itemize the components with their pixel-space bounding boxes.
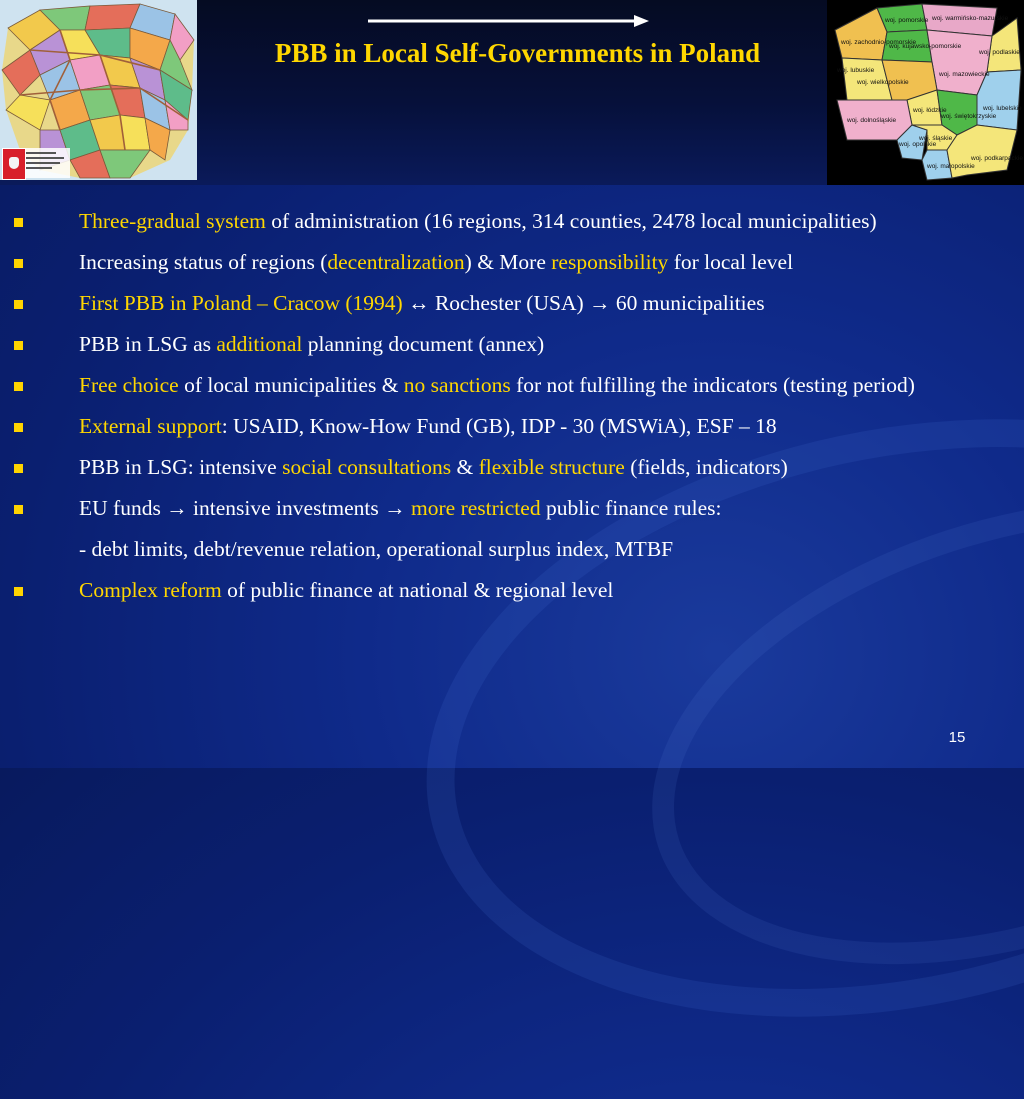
polish-emblem-icon [2,148,26,180]
bullet-item [0,369,1024,402]
bullet-marker-icon [14,505,23,514]
region-label: woj. śląskie [919,135,953,142]
region-label: woj. warmińsko-mazurskie [932,15,1009,22]
bullet-text [79,287,999,320]
bullet-item [0,533,1024,566]
region-label: woj. kujawsko-pomorskie [889,43,962,50]
region-label: woj. zachodnio-pomorskie [841,39,917,46]
text-phrase: PBB in LSG: intensive [79,455,283,479]
bullet-marker-icon [14,382,23,391]
bullet-text [79,492,999,525]
bullet-item [0,451,1024,484]
bullet-text [79,574,999,607]
text-phrase: : USAID, Know-How Fund (GB), IDP - 30 (MSWiA), ESF – 18 [221,414,777,438]
text-phrase: EU funds → intensive investments → [79,496,412,520]
bullet-text [79,410,999,443]
region-label: woj. pomorskie [885,17,929,24]
bullet-text [79,246,999,279]
highlighted-phrase: External support [79,414,222,438]
page-number: 15 [948,729,966,746]
bullet-marker-icon [14,464,23,473]
bullet-marker-icon [14,341,23,350]
region-label: woj. łódzkie [913,107,947,114]
text-phrase: public finance rules: [540,496,722,520]
text-phrase: for not fulfilling the indicators (testing period) [510,373,915,397]
slide-title: PBB in Local Self-Governments in Poland [274,38,761,68]
highlighted-phrase: more restricted [411,496,541,520]
text-phrase: Increasing status of regions ( [79,250,328,274]
text-phrase: ) & More [464,250,552,274]
region-label: woj. lubelskie [983,105,1022,112]
text-phrase: planning document (annex) [302,332,545,356]
text-phrase: & [451,455,479,479]
text-phrase: PBB in LSG as [79,332,217,356]
highlighted-phrase: Free choice [79,373,179,397]
text-phrase: of administration (16 regions, 314 counties, 2478 local municipalities) [265,209,877,233]
region-label: woj. mazowieckie [939,71,990,78]
bullet-text [79,533,999,566]
text-phrase: - debt limits, debt/revenue relation, operational surplus index, MTBF [79,537,674,561]
bullet-item [0,574,1024,607]
bullet-list [0,205,1024,615]
highlighted-phrase: no sanctions [403,373,511,397]
highlighted-phrase: responsibility [551,250,669,274]
region-label: woj. świętokrzyskie [941,113,997,120]
bullet-text [79,369,999,402]
region-label: woj. podkarpackie [971,155,1024,162]
bullet-text [79,205,999,238]
bullet-marker-icon [14,587,23,596]
bullet-item [0,492,1024,525]
text-phrase: of local municipalities & [178,373,404,397]
bullet-marker-icon [14,259,23,268]
highlighted-phrase: additional [216,332,303,356]
voivodeships-map [827,0,1024,185]
bullet-text [79,451,999,484]
bullet-item [0,328,1024,361]
bullet-marker-icon [14,423,23,432]
highlighted-phrase: social consultations [282,455,452,479]
arrow-right-icon [366,13,650,29]
bullet-item [0,410,1024,443]
region-label: woj. podlaskie [979,49,1020,56]
highlighted-phrase: decentralization [327,250,465,274]
highlighted-phrase: Complex reform [79,578,222,602]
text-phrase: for local level [668,250,794,274]
bullet-item [0,287,1024,320]
region-label: woj. wielkopolskie [857,79,909,86]
region-label: woj. dolnośląskie [847,117,897,124]
bullet-item [0,205,1024,238]
region-label: woj. małopolskie [927,163,975,170]
text-phrase: ↔ Rochester (USA) → 60 municipalities [402,291,765,315]
bullet-marker-icon [14,218,23,227]
text-phrase: of public finance at national & regional level [221,578,614,602]
highlighted-phrase: flexible structure [478,455,625,479]
region-label: woj. lubuskie [837,67,875,74]
bullet-text [79,328,999,361]
text-phrase: (fields, indicators) [624,455,788,479]
highlighted-phrase: First PBB in Poland – Cracow (1994) [79,291,403,315]
poland-counties-map [0,0,197,180]
bullet-marker-icon [14,300,23,309]
region-label: woj. opolskie [899,141,937,148]
highlighted-phrase: Three-gradual system [79,209,266,233]
bullet-item [0,246,1024,279]
